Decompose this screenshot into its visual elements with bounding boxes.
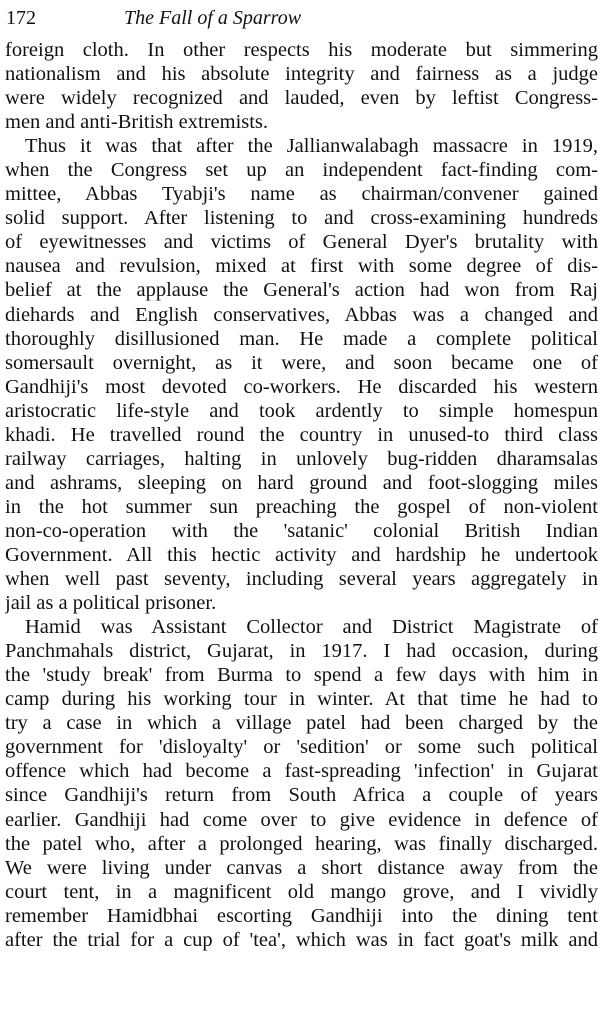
text-line: try a case in which a village patel had been charged by the: [5, 712, 598, 735]
text-line: foreign cloth. In other respects his moderate but simmering: [5, 39, 598, 61]
text-line: nationalism and his absolute integrity and fairness as a judge: [5, 63, 598, 86]
text-line: Government. All this hectic activity and hardship he undertook: [5, 543, 598, 566]
page-number: 172: [6, 7, 36, 29]
text-line: We were living under canvas a short distance away from the: [5, 856, 598, 879]
text-line: after the trial for a cup of 'tea', which was in fact goat's milk and: [5, 928, 598, 951]
text-line: since Gandhiji's return from South Africa a couple of years: [5, 784, 598, 807]
text-line: railway carriages, halting in unlovely bug-ridden dharamsalas: [5, 447, 598, 470]
text-line: were widely recognized and lauded, even by leftist Congress-: [5, 87, 598, 110]
paragraph-start-line: Thus it was that after the Jallianwalabagh massacre in 1919,: [25, 135, 598, 158]
text-line: in the hot summer sun preaching the gospel of non-violent: [5, 495, 598, 518]
text-line: earlier. Gandhiji had come over to give evidence in defence of: [5, 808, 598, 831]
running-title: The Fall of a Sparrow: [124, 7, 302, 29]
text-line: government for 'disloyalty' or 'sedition' or some such political: [5, 736, 598, 759]
text-line: and ashrams, sleeping on hard ground and foot-slogging miles: [5, 471, 598, 494]
text-line: somersault overnight, as it were, and soon became one of: [5, 351, 598, 374]
page-header: [6, 4, 592, 32]
text-line: khadi. He travelled round the country in unused-to third class: [5, 423, 598, 446]
text-line: thoroughly disillusioned man. He made a complete political: [5, 327, 598, 350]
text-line: nausea and revulsion, mixed at first with some degree of dis-: [5, 255, 598, 278]
text-line: belief at the applause the General's action had won from Raj: [5, 279, 598, 302]
text-line: diehards and English conservatives, Abbas was a changed and: [5, 303, 598, 326]
text-line: of eyewitnesses and victims of General Dyer's brutality with: [5, 231, 598, 254]
text-line: when well past seventy, including several years aggregately in: [5, 568, 598, 591]
text-line: when the Congress set up an independent fact-finding com-: [5, 159, 598, 182]
text-line: the 'study break' from Burma to spend a few days with him in: [5, 664, 598, 687]
text-line: court tent, in a magnificent old mango grove, and I vividly: [5, 880, 598, 903]
text-line: camp during his working tour in winter. At that time he had to: [5, 688, 598, 711]
text-line: solid support. After listening to and cross-examining hundreds: [5, 207, 598, 230]
text-line: Gandhiji's most devoted co-workers. He discarded his western: [5, 375, 598, 398]
paragraph-start-line: Hamid was Assistant Collector and District Magistrate of: [25, 616, 598, 639]
paragraph-end-line: men and anti-British extremists.: [5, 111, 269, 134]
text-line: the patel who, after a prolonged hearing, was finally discharged.: [5, 832, 598, 855]
paragraph-end-line: jail as a political prisoner.: [5, 592, 217, 615]
text-line: offence which had become a fast-spreading 'infection' in Gujarat: [5, 760, 598, 783]
text-line: remember Hamidbhai escorting Gandhiji into the dining tent: [5, 904, 598, 927]
body-text: [5, 38, 598, 952]
text-line: non-co-operation with the 'satanic' colonial British Indian: [5, 519, 598, 542]
text-line: Panchmahals district, Gujarat, in 1917. I had occasion, during: [5, 640, 598, 663]
text-line: mittee, Abbas Tyabji's name as chairman/convener gained: [5, 183, 598, 206]
text-line: aristocratic life-style and took ardently to simple homespun: [5, 399, 598, 422]
